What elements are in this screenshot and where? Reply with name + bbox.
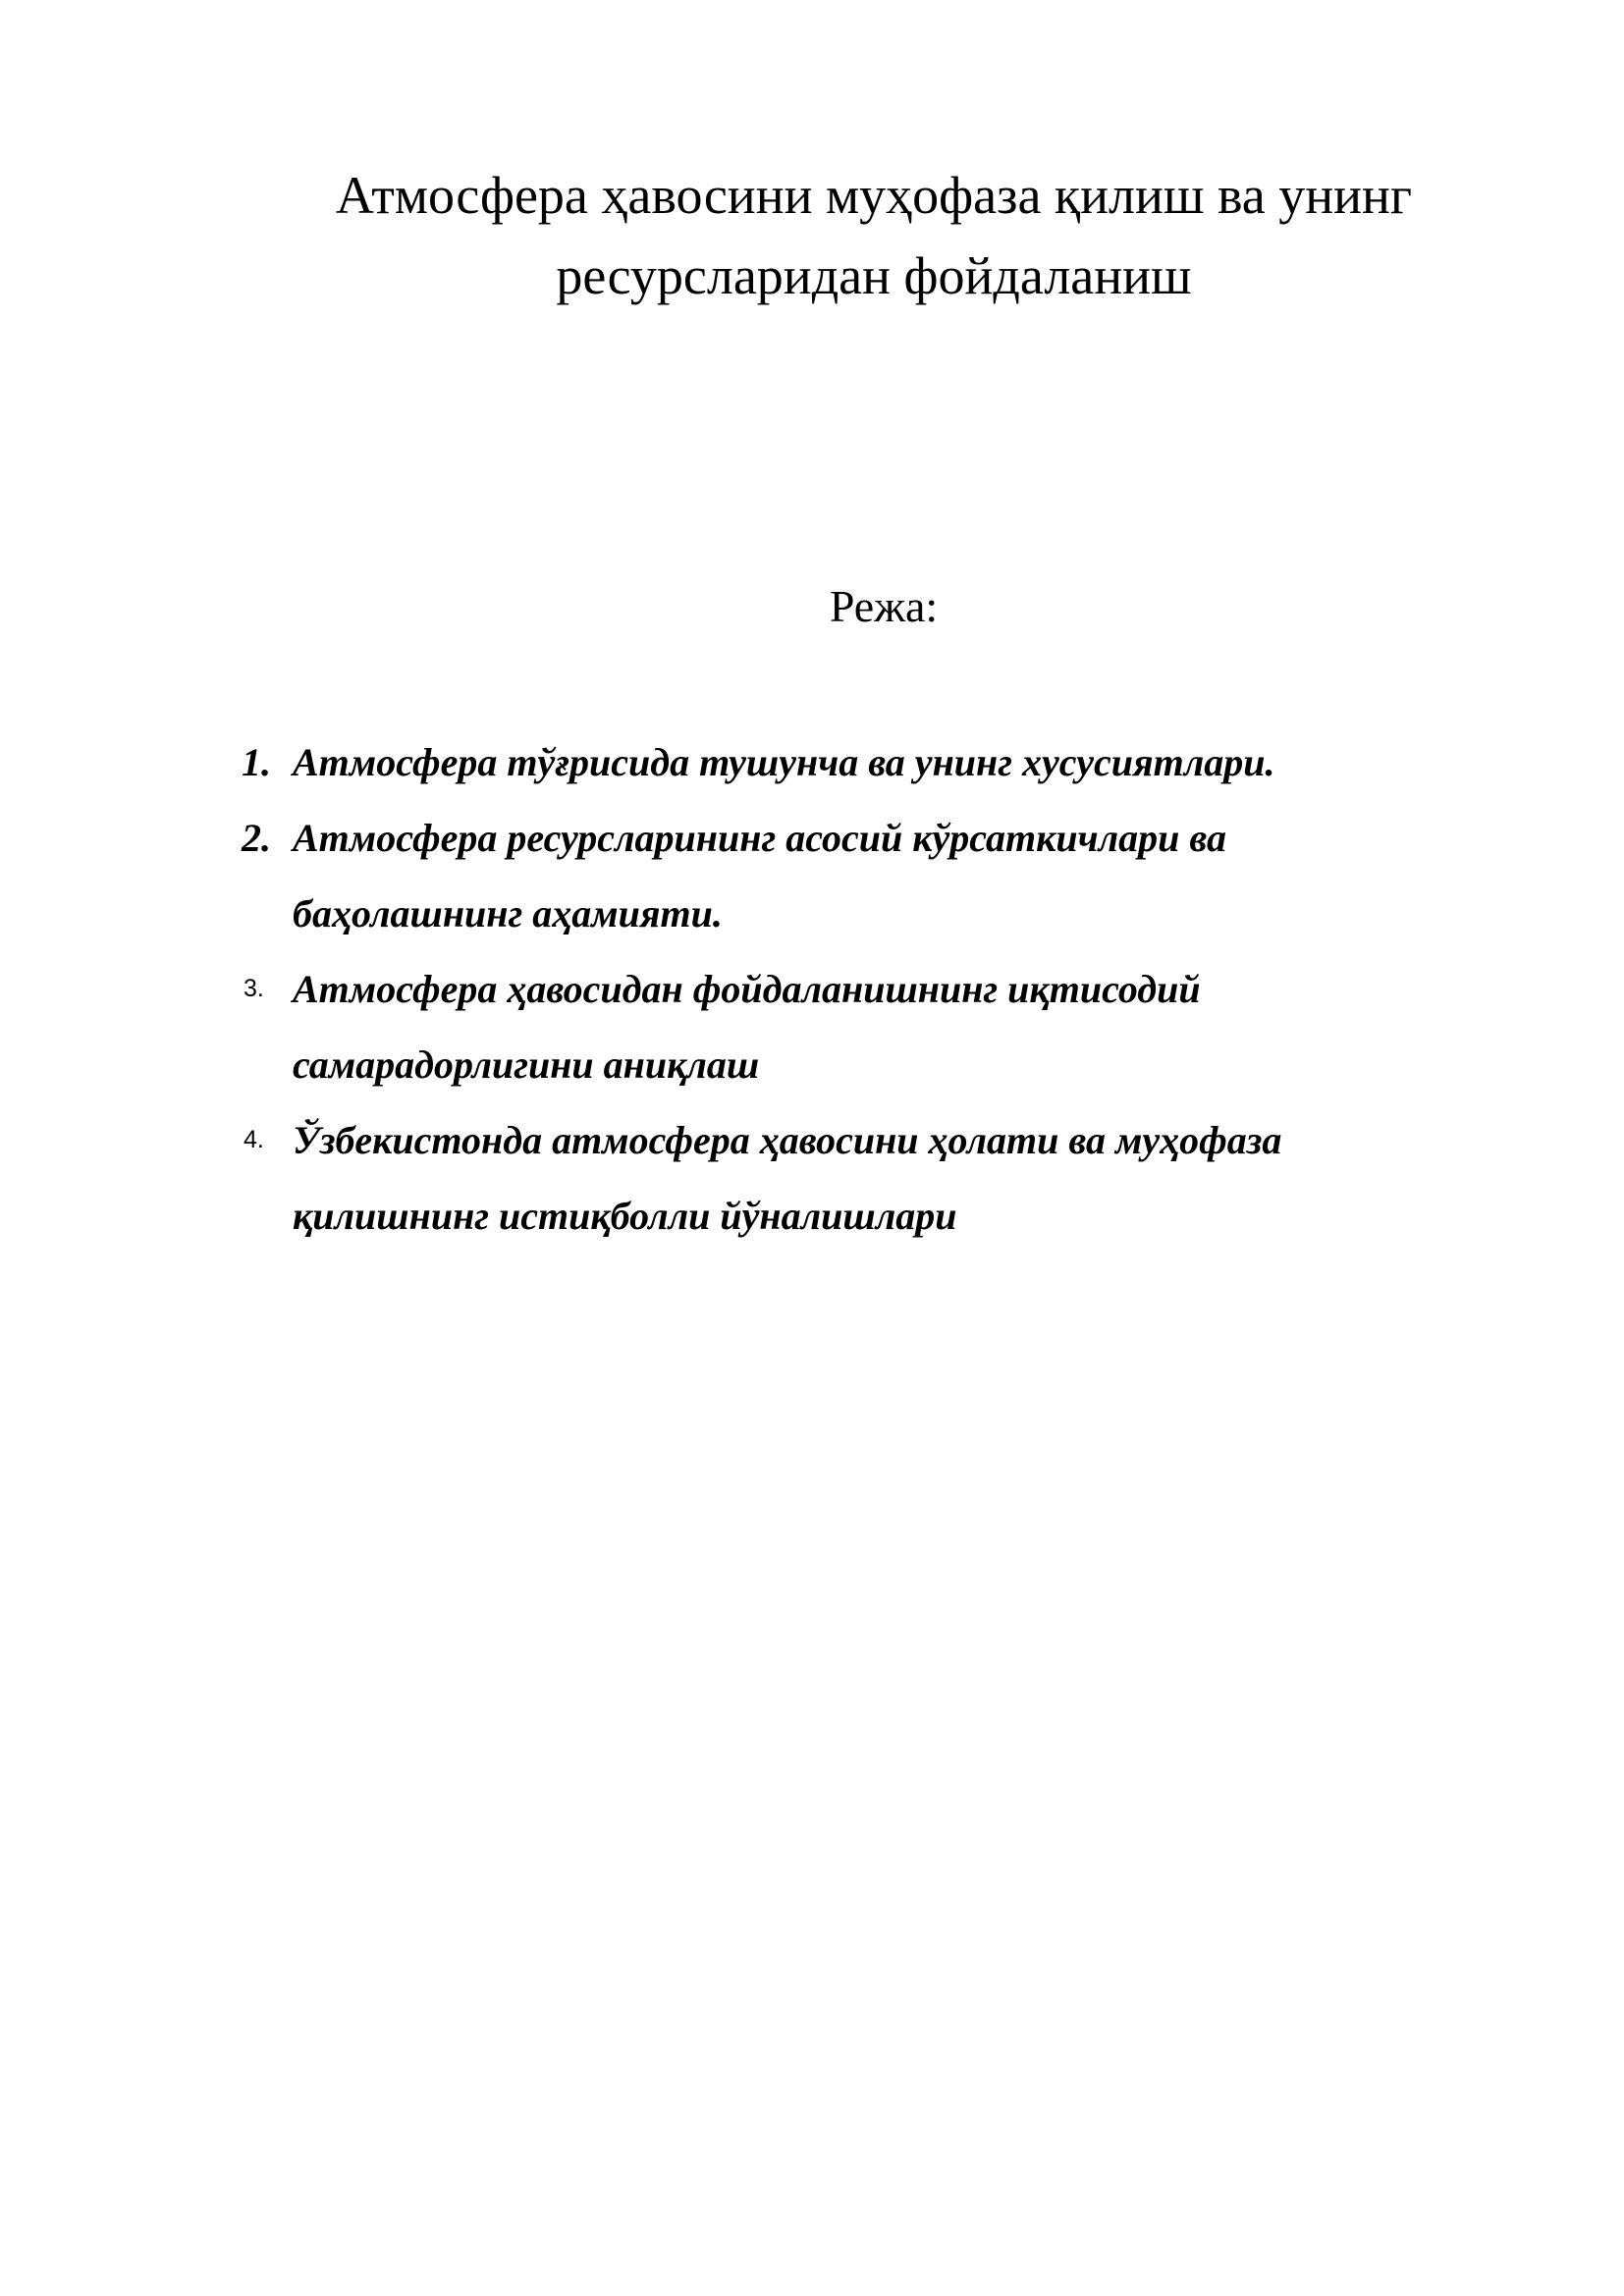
- plan-item-1: [226, 724, 1453, 800]
- plan-item-number: 4.: [244, 1126, 264, 1153]
- plan-item-text: Атмосфера тўғрисида тушунча ва унинг хусусиятлари.: [293, 740, 1275, 784]
- document-title: [236, 155, 1512, 316]
- plan-item-text: Атмосфера ресурсларининг асосий кўрсаткичлари ва баҳолашнинг аҳамияти.: [293, 816, 1226, 935]
- plan-item-2: [226, 800, 1453, 951]
- plan-item-number: 2.: [242, 816, 271, 860]
- document-title-line-2: ресурсларидан фойдаланиш: [556, 246, 1192, 305]
- plan-item-text: Ўзбекистонда атмосфера ҳавосини ҳолати ва муҳофаза қилишнинг истиқболли йўналишлари: [293, 1118, 1282, 1238]
- document-title-line-1: Атмосфера ҳавосини муҳофаза қилиш ва унинг: [335, 166, 1413, 225]
- plan-item-4: [226, 1102, 1453, 1254]
- plan-item-3: [226, 951, 1453, 1102]
- plan-item-text: Атмосфера ҳавосидан фойдаланишнинг иқтисодий самарадорлигини аниқлаш: [293, 967, 1201, 1087]
- plan-heading: Режа:: [829, 581, 939, 631]
- plan-item-number: 3.: [244, 975, 264, 1002]
- plan-list: [226, 724, 1453, 1254]
- plan-item-number: 1.: [242, 740, 271, 784]
